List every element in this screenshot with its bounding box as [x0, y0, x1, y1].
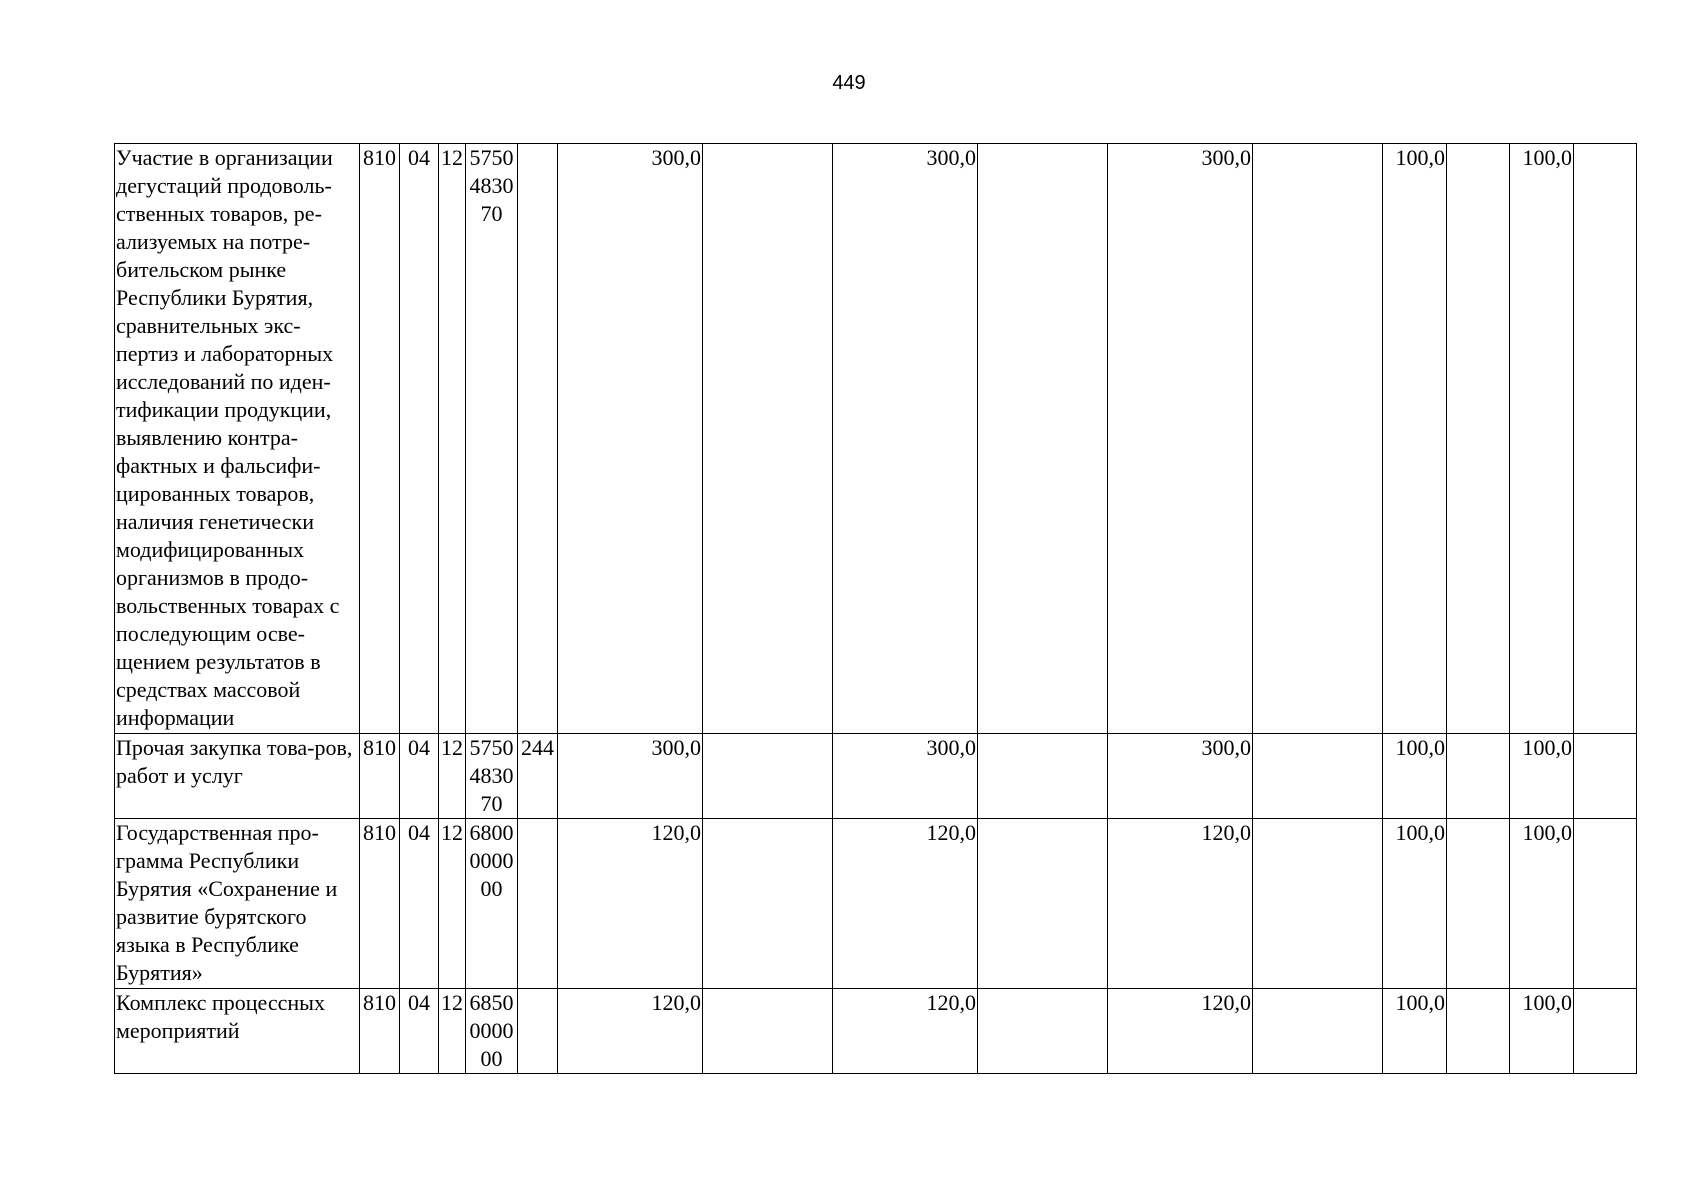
empty-cell: [1447, 734, 1510, 819]
expense-type-code: [518, 989, 558, 1074]
percent-1: 100,0: [1383, 734, 1447, 819]
empty-cell: [978, 144, 1108, 734]
amount-1: 300,0: [558, 144, 703, 734]
podrazdel-code: 12: [439, 144, 466, 734]
target-article-code: 5750483070: [466, 734, 518, 819]
podrazdel-code: 12: [439, 734, 466, 819]
empty-cell: [1574, 989, 1637, 1074]
empty-cell: [978, 734, 1108, 819]
percent-1: 100,0: [1383, 144, 1447, 734]
amount-3: 300,0: [1108, 734, 1253, 819]
razdel-code: 04: [400, 819, 439, 989]
empty-cell: [1574, 734, 1637, 819]
podrazdel-code: 12: [439, 819, 466, 989]
table-row: [115, 989, 1637, 1074]
amount-1: 300,0: [558, 734, 703, 819]
target-article-code: 6800000000: [466, 819, 518, 989]
amount-2: 300,0: [833, 144, 978, 734]
page-number: 449: [832, 72, 866, 94]
expense-type-code: [518, 144, 558, 734]
amount-1: 120,0: [558, 989, 703, 1074]
ved-code: 810: [360, 989, 400, 1074]
expense-type-code: 244: [518, 734, 558, 819]
empty-cell: [1447, 144, 1510, 734]
amount-1: 120,0: [558, 819, 703, 989]
empty-cell: [1253, 734, 1383, 819]
table-row: [115, 819, 1637, 989]
percent-2: 100,0: [1510, 144, 1574, 734]
razdel-code: 04: [400, 989, 439, 1074]
ved-code: 810: [360, 819, 400, 989]
row-name: Прочая закупка това-ров, работ и услуг: [115, 734, 360, 819]
empty-cell: [978, 989, 1108, 1074]
ved-code: 810: [360, 734, 400, 819]
expense-type-code: [518, 819, 558, 989]
amount-3: 300,0: [1108, 144, 1253, 734]
percent-2: 100,0: [1510, 989, 1574, 1074]
amount-2: 300,0: [833, 734, 978, 819]
empty-cell: [1574, 144, 1637, 734]
amount-2: 120,0: [833, 989, 978, 1074]
table-row: [115, 144, 1637, 734]
empty-cell: [703, 989, 833, 1074]
ved-code: 810: [360, 144, 400, 734]
empty-cell: [1574, 819, 1637, 989]
empty-cell: [1253, 989, 1383, 1074]
percent-2: 100,0: [1510, 819, 1574, 989]
empty-cell: [978, 819, 1108, 989]
empty-cell: [1253, 144, 1383, 734]
empty-cell: [1253, 819, 1383, 989]
percent-2: 100,0: [1510, 734, 1574, 819]
amount-3: 120,0: [1108, 819, 1253, 989]
razdel-code: 04: [400, 144, 439, 734]
row-name: Комплекс процессных мероприятий: [115, 989, 360, 1074]
percent-1: 100,0: [1383, 989, 1447, 1074]
amount-3: 120,0: [1108, 989, 1253, 1074]
amount-2: 120,0: [833, 819, 978, 989]
empty-cell: [703, 144, 833, 734]
target-article-code: 6850000000: [466, 989, 518, 1074]
percent-1: 100,0: [1383, 819, 1447, 989]
budget-table: [114, 143, 1637, 1074]
empty-cell: [703, 734, 833, 819]
podrazdel-code: 12: [439, 989, 466, 1074]
row-name: Государственная про-грамма Республики Бурятия «Сохранение и развитие бурятского языка в Республике Бурятия»: [115, 819, 360, 989]
empty-cell: [1447, 989, 1510, 1074]
table-row: [115, 734, 1637, 819]
row-name: Участие в организации дегустаций продоволь-ственных товаров, ре-ализуемых на потре-бительском рынке Республики Бурятия, сравнительных экс-пертиз и лабораторных исследований по иден-тификации продукции, выявлению контра-фактных и фальсифи-цированных товаров, наличия генетически модифицированных организмов в продо-вольственных товарах с последующим осве-щением результатов в средствах массовой информации: [115, 144, 360, 734]
razdel-code: 04: [400, 734, 439, 819]
empty-cell: [1447, 819, 1510, 989]
target-article-code: 5750483070: [466, 144, 518, 734]
empty-cell: [703, 819, 833, 989]
